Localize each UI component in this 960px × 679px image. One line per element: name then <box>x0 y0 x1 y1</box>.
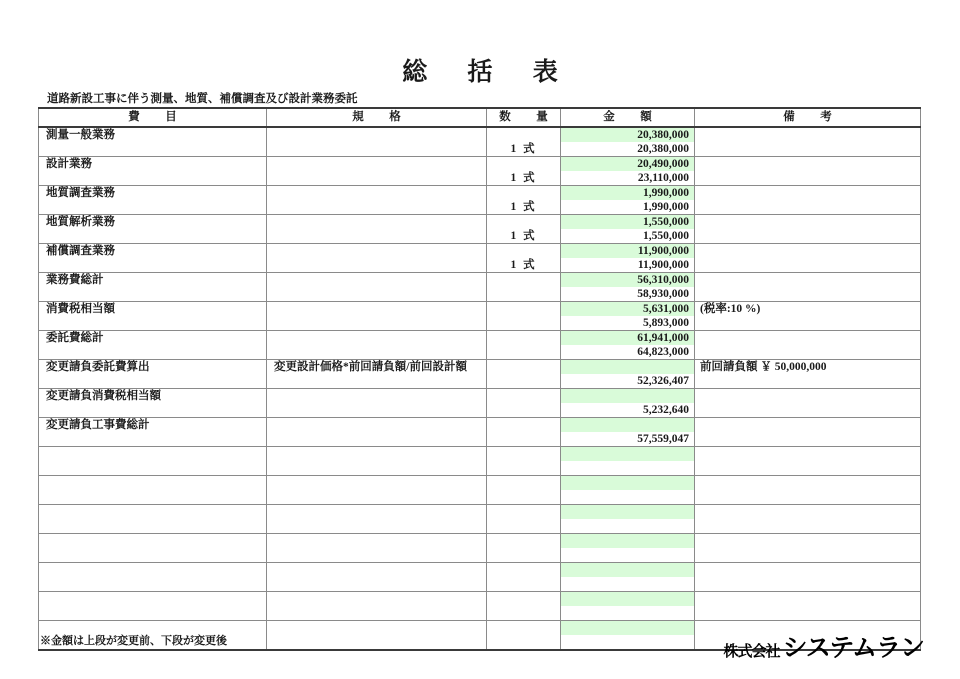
cell-quantity <box>487 215 561 244</box>
cell-amount <box>561 621 695 651</box>
cell-item-upper: 変更請負工事費総計 <box>46 419 150 431</box>
cell-note <box>695 505 921 534</box>
cell-amount-upper <box>561 592 694 606</box>
cell-quantity <box>487 127 561 157</box>
cell-note <box>695 447 921 476</box>
cell-amount-upper: 61,941,000 <box>561 331 694 345</box>
cell-note-lower <box>695 287 920 301</box>
cell-amount-lower: 23,110,000 <box>561 171 694 185</box>
cell-quantity <box>487 273 561 302</box>
cell-note-upper <box>695 128 920 142</box>
cell-spec-upper <box>267 505 486 519</box>
cell-item-upper: 消費税相当額 <box>46 303 115 315</box>
cell-amount-upper: 1,990,000 <box>561 186 694 200</box>
cell-item-lower <box>39 432 266 446</box>
cell-note-upper <box>695 418 920 432</box>
cell-note-lower <box>695 577 920 591</box>
cell-amount <box>561 360 695 389</box>
cell-quantity-upper <box>487 215 560 229</box>
cell-quantity-lower <box>487 461 560 475</box>
cell-quantity <box>487 244 561 273</box>
cell-spec-lower <box>267 519 486 533</box>
cell-spec <box>267 360 487 389</box>
cell-amount-lower <box>561 606 694 620</box>
cell-note-upper <box>695 186 920 200</box>
cell-amount-upper <box>561 563 694 577</box>
cell-item <box>39 389 267 418</box>
company-corp-prefix: 株式会社 <box>723 642 780 660</box>
cell-amount-upper <box>561 418 694 432</box>
cell-amount-lower: 58,930,000 <box>561 287 694 301</box>
cell-item-upper: 補償調査業務 <box>46 245 115 257</box>
cell-amount-upper <box>561 476 694 490</box>
cell-quantity <box>487 360 561 389</box>
column-header-amount: 金 額 <box>561 108 695 127</box>
cell-spec <box>267 534 487 563</box>
cell-amount <box>561 418 695 447</box>
cell-item-lower <box>39 171 266 185</box>
cell-note-lower <box>695 606 920 620</box>
cell-quantity-upper <box>487 128 560 142</box>
cell-quantity-lower <box>487 548 560 562</box>
cell-note-lower <box>695 258 920 272</box>
table-row <box>39 157 921 186</box>
cell-amount-upper <box>561 534 694 548</box>
cell-quantity <box>487 563 561 592</box>
cell-amount <box>561 534 695 563</box>
cell-quantity <box>487 592 561 621</box>
cell-spec-upper <box>267 592 486 606</box>
cell-item-upper <box>39 476 266 490</box>
cell-spec <box>267 215 487 244</box>
cell-note <box>695 273 921 302</box>
cell-amount-upper <box>561 389 694 403</box>
cell-quantity-upper <box>487 534 560 548</box>
footnote: ※金額は上段が変更前、下段が変更後 <box>40 635 227 647</box>
cell-spec <box>267 273 487 302</box>
cell-quantity-lower: 1 式 <box>510 230 537 242</box>
cell-note-lower <box>695 374 920 388</box>
cell-note <box>695 389 921 418</box>
cell-note <box>695 157 921 186</box>
cell-note <box>695 302 921 331</box>
cell-quantity <box>487 505 561 534</box>
cell-spec <box>267 302 487 331</box>
cell-quantity <box>487 389 561 418</box>
cell-amount <box>561 215 695 244</box>
cell-note <box>695 186 921 215</box>
table-row <box>39 447 921 476</box>
cell-item-upper: 地質調査業務 <box>46 187 115 199</box>
cell-quantity <box>487 331 561 360</box>
cell-spec-upper: 変更設計価格*前回請負額/前回設計額 <box>274 361 467 373</box>
cell-item-lower <box>39 403 266 417</box>
cell-item-lower <box>39 577 266 591</box>
cell-note <box>695 244 921 273</box>
cell-note <box>695 534 921 563</box>
cell-item-lower <box>39 519 266 533</box>
cell-spec <box>267 476 487 505</box>
summary-table-container <box>38 107 920 651</box>
cell-amount-upper <box>561 447 694 461</box>
cell-item-lower <box>39 287 266 301</box>
cell-item <box>39 127 267 157</box>
cell-quantity-lower: 1 式 <box>510 259 537 271</box>
table-row <box>39 476 921 505</box>
cell-item-lower <box>39 606 266 620</box>
column-header-quantity: 数 量 <box>487 108 561 127</box>
cell-spec <box>267 331 487 360</box>
cell-spec-lower <box>267 200 486 214</box>
cell-spec-upper <box>267 476 486 490</box>
cell-note-lower <box>695 403 920 417</box>
cell-note-upper <box>695 447 920 461</box>
table-row <box>39 244 921 273</box>
cell-amount-lower: 1,550,000 <box>561 229 694 243</box>
cell-spec-lower <box>267 432 486 446</box>
cell-quantity-lower: 1 式 <box>510 172 537 184</box>
cell-note-lower <box>695 461 920 475</box>
cell-quantity-upper <box>487 244 560 258</box>
cell-note <box>695 592 921 621</box>
table-header <box>39 108 921 127</box>
cell-amount-lower <box>561 548 694 562</box>
cell-quantity <box>487 621 561 651</box>
cell-item-upper <box>39 534 266 548</box>
cell-amount <box>561 186 695 215</box>
cell-note-lower <box>695 519 920 533</box>
cell-item-lower <box>39 374 266 388</box>
cell-item <box>39 360 267 389</box>
cell-note-upper <box>695 157 920 171</box>
cell-amount-upper: 20,380,000 <box>561 128 694 142</box>
cell-spec-upper <box>267 418 486 432</box>
cell-amount-lower <box>561 577 694 591</box>
cell-item-upper <box>39 592 266 606</box>
cell-quantity-lower <box>487 316 560 330</box>
cell-quantity-upper <box>487 302 560 316</box>
cell-note-upper <box>695 389 920 403</box>
column-header-item: 費 目 <box>39 108 267 127</box>
cell-spec-lower <box>267 229 486 243</box>
table-row <box>39 534 921 563</box>
cell-quantity-lower <box>487 490 560 504</box>
table-row <box>39 331 921 360</box>
cell-item-lower <box>39 142 266 156</box>
cell-spec-lower <box>267 548 486 562</box>
cell-item-upper: 変更請負消費税相当額 <box>46 390 161 402</box>
table-row <box>39 389 921 418</box>
cell-note <box>695 476 921 505</box>
cell-spec-lower <box>267 374 486 388</box>
cell-spec-lower <box>267 258 486 272</box>
cell-note <box>695 215 921 244</box>
cell-spec-upper <box>267 621 486 635</box>
cell-note-lower <box>695 316 920 330</box>
table-row <box>39 127 921 157</box>
cell-quantity <box>487 476 561 505</box>
cell-spec <box>267 563 487 592</box>
cell-note-upper <box>695 331 920 345</box>
cell-amount-lower <box>561 519 694 533</box>
table-row <box>39 273 921 302</box>
cell-item <box>39 302 267 331</box>
cell-amount <box>561 302 695 331</box>
cell-note-upper <box>695 505 920 519</box>
cell-amount-lower: 11,900,000 <box>561 258 694 272</box>
cell-spec-lower <box>267 606 486 620</box>
cell-note-upper <box>695 563 920 577</box>
cell-spec-upper <box>267 447 486 461</box>
cell-quantity-upper <box>487 563 560 577</box>
table-row <box>39 505 921 534</box>
cell-amount-lower <box>561 490 694 504</box>
cell-quantity-upper <box>487 389 560 403</box>
cell-quantity-upper <box>487 157 560 171</box>
cell-quantity-lower <box>487 374 560 388</box>
cell-quantity-upper <box>487 186 560 200</box>
cell-quantity-upper <box>487 447 560 461</box>
cell-quantity <box>487 418 561 447</box>
cell-spec-lower <box>267 142 486 156</box>
cell-item <box>39 447 267 476</box>
cell-note-upper <box>695 244 920 258</box>
cell-amount-lower: 64,823,000 <box>561 345 694 359</box>
cell-spec-lower <box>267 461 486 475</box>
cell-item <box>39 215 267 244</box>
cell-note-upper <box>695 273 920 287</box>
cell-quantity <box>487 157 561 186</box>
cell-amount-upper: 5,631,000 <box>561 302 694 316</box>
cell-amount <box>561 273 695 302</box>
cell-spec-upper <box>267 302 486 316</box>
cell-item-lower <box>39 316 266 330</box>
cell-quantity-upper <box>487 592 560 606</box>
cell-item <box>39 157 267 186</box>
table-header-row <box>39 108 921 127</box>
cell-amount-lower: 52,326,407 <box>561 374 694 388</box>
cell-amount-lower: 5,893,000 <box>561 316 694 330</box>
cell-spec <box>267 505 487 534</box>
cell-note-lower <box>695 345 920 359</box>
cell-note-lower <box>695 171 920 185</box>
cell-spec <box>267 127 487 157</box>
cell-item-upper: 地質解析業務 <box>46 216 115 228</box>
cell-spec-upper <box>267 534 486 548</box>
cell-spec <box>267 186 487 215</box>
cell-spec-lower <box>267 490 486 504</box>
cell-spec-upper <box>267 273 486 287</box>
cell-item-lower <box>39 490 266 504</box>
cell-spec-upper <box>267 389 486 403</box>
cell-amount <box>561 157 695 186</box>
cell-item-upper <box>39 563 266 577</box>
table-row <box>39 360 921 389</box>
cell-amount-upper: 20,490,000 <box>561 157 694 171</box>
cell-item-lower <box>39 229 266 243</box>
cell-quantity-upper <box>487 331 560 345</box>
cell-amount <box>561 505 695 534</box>
cell-item-upper: 測量一般業務 <box>46 129 115 141</box>
cell-quantity-lower <box>487 519 560 533</box>
cell-note-upper: 前回請負額 ￥ 50,000,000 <box>700 361 827 373</box>
cell-amount-upper <box>561 621 694 635</box>
column-header-spec: 規 格 <box>267 108 487 127</box>
cell-spec-lower <box>267 345 486 359</box>
cell-quantity-lower <box>487 577 560 591</box>
cell-quantity <box>487 186 561 215</box>
cell-amount-lower: 20,380,000 <box>561 142 694 156</box>
cell-amount <box>561 244 695 273</box>
cell-note-upper <box>695 592 920 606</box>
cell-note <box>695 360 921 389</box>
cell-spec-upper <box>267 157 486 171</box>
table-row <box>39 186 921 215</box>
cell-quantity-upper <box>487 360 560 374</box>
cell-amount <box>561 389 695 418</box>
cell-item-upper: 設計業務 <box>46 158 92 170</box>
cell-item <box>39 331 267 360</box>
cell-amount <box>561 447 695 476</box>
cell-quantity-lower <box>487 432 560 446</box>
cell-quantity <box>487 302 561 331</box>
cell-quantity-upper <box>487 476 560 490</box>
cell-item <box>39 476 267 505</box>
company-name: システムラン <box>782 633 924 662</box>
cell-quantity-lower: 1 式 <box>510 201 537 213</box>
table-row <box>39 302 921 331</box>
cell-spec-upper <box>267 563 486 577</box>
cell-spec-lower <box>267 403 486 417</box>
cell-item <box>39 186 267 215</box>
cell-quantity-lower <box>487 345 560 359</box>
cell-amount <box>561 127 695 157</box>
company-logo <box>723 628 924 664</box>
cell-spec-upper <box>267 128 486 142</box>
cell-spec-upper <box>267 186 486 200</box>
cell-item <box>39 273 267 302</box>
cell-item <box>39 534 267 563</box>
cell-spec-upper <box>267 331 486 345</box>
cell-spec-lower <box>267 577 486 591</box>
cell-amount-lower <box>561 461 694 475</box>
cell-amount-lower: 5,232,640 <box>561 403 694 417</box>
cell-quantity-upper <box>487 621 560 635</box>
cell-spec-lower <box>267 287 486 301</box>
cell-item <box>39 418 267 447</box>
cell-note-lower <box>695 200 920 214</box>
cell-amount-lower <box>561 635 694 649</box>
cell-item-upper: 業務費総計 <box>46 274 104 286</box>
cell-note-upper <box>695 215 920 229</box>
cell-spec <box>267 244 487 273</box>
cell-note-upper <box>695 476 920 490</box>
cell-item-lower <box>39 345 266 359</box>
cell-spec <box>267 592 487 621</box>
cell-quantity-upper <box>487 418 560 432</box>
cell-quantity-lower <box>487 606 560 620</box>
cell-item-upper: 委託費総計 <box>46 332 104 344</box>
table-row <box>39 563 921 592</box>
cell-note <box>695 331 921 360</box>
cell-quantity-lower <box>487 403 560 417</box>
cell-amount-upper <box>561 360 694 374</box>
cell-spec-upper <box>267 244 486 258</box>
cell-spec-lower <box>267 171 486 185</box>
cell-spec-upper <box>267 215 486 229</box>
cell-amount-lower: 1,990,000 <box>561 200 694 214</box>
table-row <box>39 592 921 621</box>
cell-quantity-lower <box>487 635 560 649</box>
cell-amount-upper: 11,900,000 <box>561 244 694 258</box>
table-row <box>39 215 921 244</box>
cell-quantity-upper <box>487 273 560 287</box>
cell-spec-lower <box>267 635 486 649</box>
cell-quantity <box>487 447 561 476</box>
cell-amount <box>561 476 695 505</box>
cell-spec <box>267 157 487 186</box>
cell-note-lower <box>695 432 920 446</box>
cell-note-lower <box>695 142 920 156</box>
cell-note <box>695 418 921 447</box>
cell-amount <box>561 563 695 592</box>
page-title: 総 括 表 <box>402 59 575 86</box>
cell-item-lower <box>39 548 266 562</box>
cell-note-upper <box>695 534 920 548</box>
cell-item <box>39 592 267 621</box>
summary-table <box>38 107 921 651</box>
cell-quantity-upper <box>487 505 560 519</box>
cell-item-lower <box>39 258 266 272</box>
column-header-note: 備 考 <box>695 108 921 127</box>
cell-note-lower <box>695 548 920 562</box>
cell-note <box>695 563 921 592</box>
cell-amount-upper: 56,310,000 <box>561 273 694 287</box>
cell-spec-lower <box>267 316 486 330</box>
cell-item <box>39 563 267 592</box>
cell-note-upper: (税率:10 %) <box>700 303 761 315</box>
cell-note-lower <box>695 229 920 243</box>
cell-spec <box>267 418 487 447</box>
cell-item <box>39 505 267 534</box>
cell-quantity-lower <box>487 287 560 301</box>
cell-amount-upper <box>561 505 694 519</box>
cell-item-lower <box>39 200 266 214</box>
table-row <box>39 418 921 447</box>
cell-amount-lower: 57,559,047 <box>561 432 694 446</box>
cell-quantity-lower: 1 式 <box>510 143 537 155</box>
cell-note-lower <box>695 490 920 504</box>
cell-item-upper <box>39 505 266 519</box>
cell-note <box>695 127 921 157</box>
cell-item-upper <box>39 447 266 461</box>
cell-spec <box>267 621 487 651</box>
cell-item-upper: 変更請負委託費算出 <box>46 361 150 373</box>
cell-amount <box>561 592 695 621</box>
table-body <box>39 127 921 650</box>
cell-item <box>39 244 267 273</box>
cell-spec <box>267 389 487 418</box>
cell-item-lower <box>39 461 266 475</box>
cell-amount <box>561 331 695 360</box>
cell-quantity <box>487 534 561 563</box>
cell-spec <box>267 447 487 476</box>
cell-amount-upper: 1,550,000 <box>561 215 694 229</box>
project-subtitle: 道路新設工事に伴う測量、地質、補償調査及び設計業務委託 <box>47 93 358 105</box>
